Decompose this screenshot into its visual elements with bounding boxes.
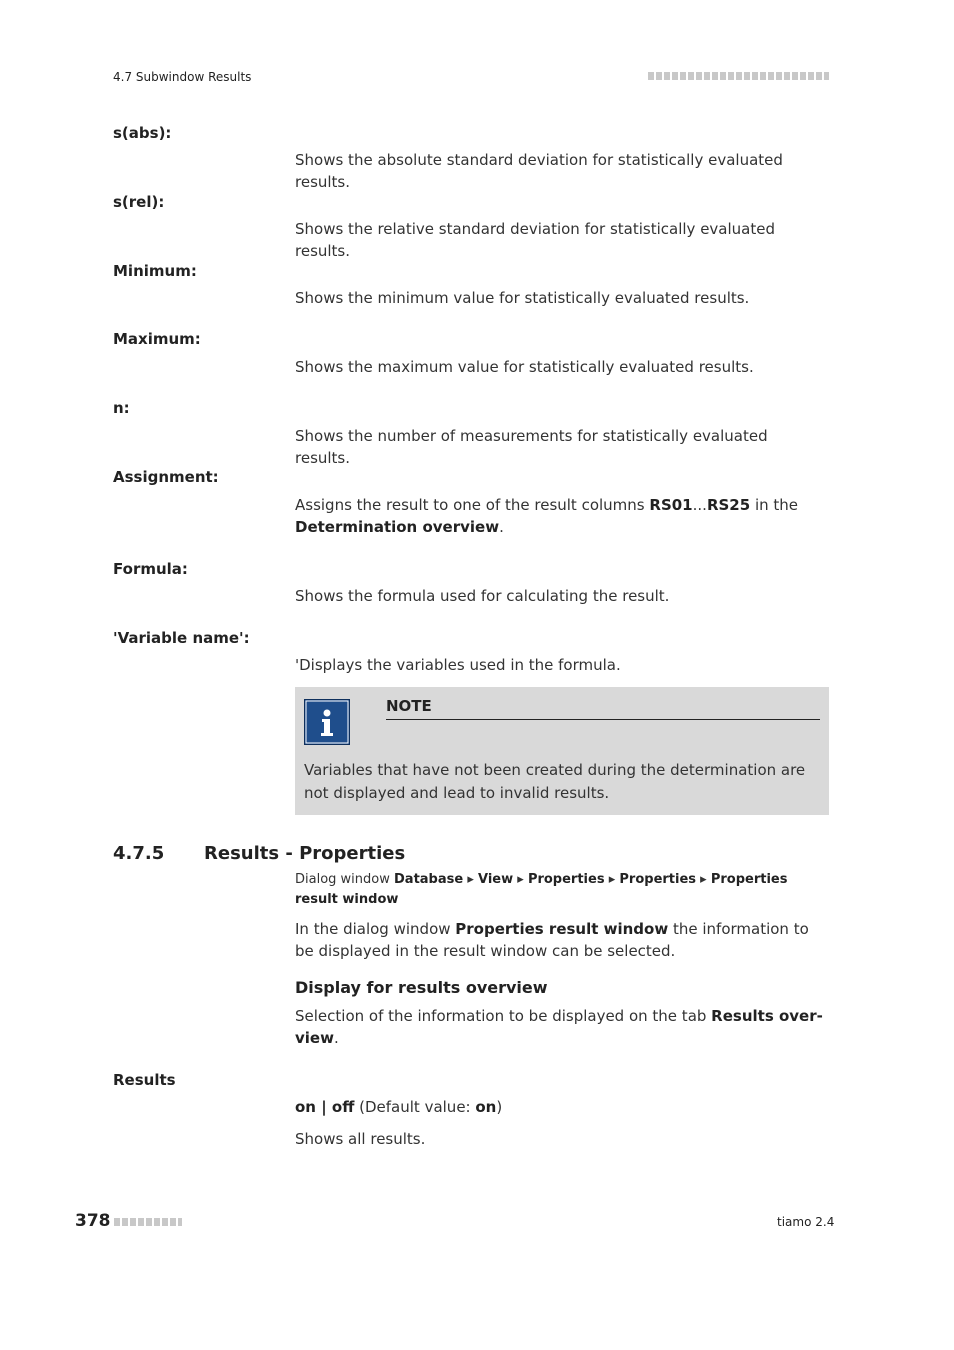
subheading-desc: Selection of the information to be displayed on the tab Results over-view. bbox=[295, 1007, 823, 1047]
param-desc: Shows all results. bbox=[295, 1130, 426, 1148]
term-variable-name: 'Variable name': bbox=[113, 629, 250, 647]
running-header: 4.7 Subwindow Results bbox=[113, 70, 252, 84]
note-divider bbox=[386, 719, 820, 720]
info-icon bbox=[304, 699, 350, 745]
desc-s-abs: Shows the absolute standard deviation for statistically evaluated results. bbox=[295, 151, 783, 191]
term-formula: Formula: bbox=[113, 560, 188, 578]
term-minimum: Minimum: bbox=[113, 262, 197, 280]
note-title: NOTE bbox=[386, 697, 432, 715]
page-number: 378 bbox=[75, 1211, 111, 1231]
desc-s-rel: Shows the relative standard deviation for statistically evaluated results. bbox=[295, 220, 775, 260]
section-number: 4.7.5 bbox=[113, 843, 165, 864]
term-maximum: Maximum: bbox=[113, 330, 201, 348]
desc-formula: Shows the formula used for calculating the result. bbox=[295, 587, 670, 605]
desc-variable-name: 'Displays the variables used in the formula. bbox=[295, 656, 621, 674]
term-n: n: bbox=[113, 399, 130, 417]
term-s-rel: s(rel): bbox=[113, 193, 165, 211]
note-text: Variables that have not been created during the determination are not displayed and lead to invalid results. bbox=[304, 761, 806, 802]
menu-path: Dialog window Database ▸ View ▸ Properties ▸ Properties ▸ Properties result window bbox=[295, 872, 788, 907]
param-term-results: Results bbox=[113, 1071, 176, 1089]
section-title: Results - Properties bbox=[204, 843, 406, 864]
desc-assignment: Assigns the result to one of the result columns RS01...RS25 in the Determination overview. bbox=[295, 496, 798, 536]
header-dots-decoration bbox=[648, 72, 829, 80]
section-intro: In the dialog window Properties result window the information to be displayed in the result window can be selected. bbox=[295, 920, 809, 960]
term-s-abs: s(abs): bbox=[113, 124, 172, 142]
subheading: Display for results overview bbox=[295, 978, 548, 997]
footer-dots-decoration bbox=[114, 1218, 182, 1226]
product-name: tiamo 2.4 bbox=[777, 1215, 835, 1229]
param-values: on | off (Default value: on) bbox=[295, 1098, 503, 1116]
desc-n: Shows the number of measurements for statistically evaluated results. bbox=[295, 427, 768, 467]
desc-maximum: Shows the maximum value for statistically evaluated results. bbox=[295, 358, 754, 376]
term-assignment: Assignment: bbox=[113, 468, 219, 486]
desc-minimum: Shows the minimum value for statistically evaluated results. bbox=[295, 289, 750, 307]
